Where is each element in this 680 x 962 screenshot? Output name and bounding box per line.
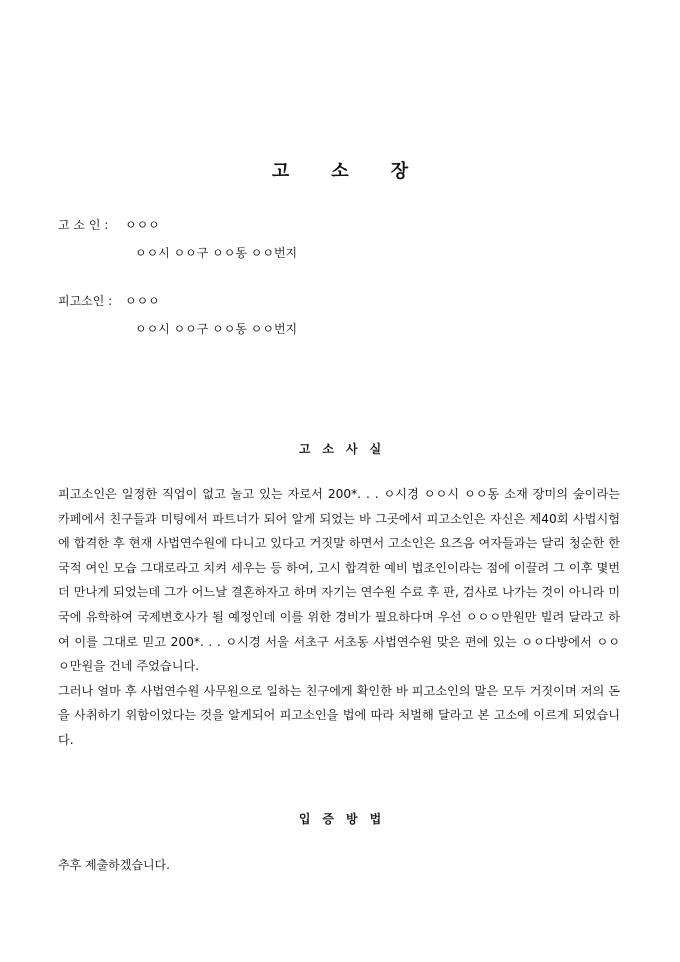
heading-char: 법 <box>369 812 382 826</box>
complainant-block <box>58 218 297 260</box>
evidence-heading <box>0 810 680 827</box>
heading-char: 실 <box>369 442 382 456</box>
facts-heading <box>0 440 680 457</box>
evidence-text: 추후 제출하겠습니다. <box>58 858 170 872</box>
title-char: 장 <box>390 161 409 182</box>
heading-char: 방 <box>346 812 358 826</box>
heading-char: 증 <box>322 812 334 826</box>
heading-char: 고 <box>298 442 311 456</box>
defendant-label: 피고소인 : <box>58 294 113 308</box>
title-char: 소 <box>331 161 349 182</box>
heading-char: 소 <box>322 442 334 456</box>
defendant-address: ㅇㅇ시 ㅇㅇ구 ㅇㅇ동 ㅇㅇ번지 <box>135 322 298 336</box>
facts-body <box>58 482 620 753</box>
facts-paragraph: 그러나 얼마 후 사법연수원 사무원으로 일하는 친구에게 확인한 바 피고소인의 말은 모두 거짓이며 저의 돈을 사취하기 위함이었다는 것을 알게되어 피고소인을 법에 따라 처벌해 달라고 본 고소에 이르게 되었습니다. <box>58 683 620 747</box>
facts-paragraph: 피고소인은 일정한 직업이 없고 놀고 있는 자로서 200*. . . ㅇ시경 ㅇㅇ시 ㅇㅇ동 소재 장미의 숲이라는 카페에서 친구들과 미팅에서 파트너가 되어 알게 되었는 바 그곳에서 피고소인은 자신은 제40회 사법시험에 합격한 후 현재 사법연수원에 다니고 있다고 거짓말 하면서 고소인은 요즈음 여자들과는 달리 청순한 한국적 여인 모습 그대로라고 치켜 세우는 등 하여, 고시 합격한 예비 법조인이라는 점에 이끌려 그 이후 몇번 더 만나게 되었는데 그가 어느날 결혼하자고 하며 자기는 연수원 수료 후 판, 검사로 나가는 것이 아니라 미국에 유학하여 국제변호사가 될 예정인데 이를 위한 경비가 필요하다며 우선 ㅇㅇㅇ만원만 빌려 달라고 하여 이를 그대로 믿고 200*. . . ㅇ시경 서울 서초구 서초동 사법연수원 맞은 편에 있는 ㅇㅇ다방에서 ㅇㅇㅇ만원을 건네 주었습니다. <box>58 487 620 674</box>
heading-char: 입 <box>298 812 311 826</box>
complainant-address: ㅇㅇ시 ㅇㅇ구 ㅇㅇ동 ㅇㅇ번지 <box>135 246 298 260</box>
complainant-name: ㅇㅇㅇ <box>125 218 160 232</box>
defendant-name: ㅇㅇㅇ <box>125 294 160 308</box>
complainant-label: 고 소 인 : <box>58 218 109 232</box>
title-char: 고 <box>271 161 290 182</box>
heading-char: 사 <box>346 442 358 456</box>
defendant-block <box>58 294 297 336</box>
document-title <box>0 157 680 183</box>
